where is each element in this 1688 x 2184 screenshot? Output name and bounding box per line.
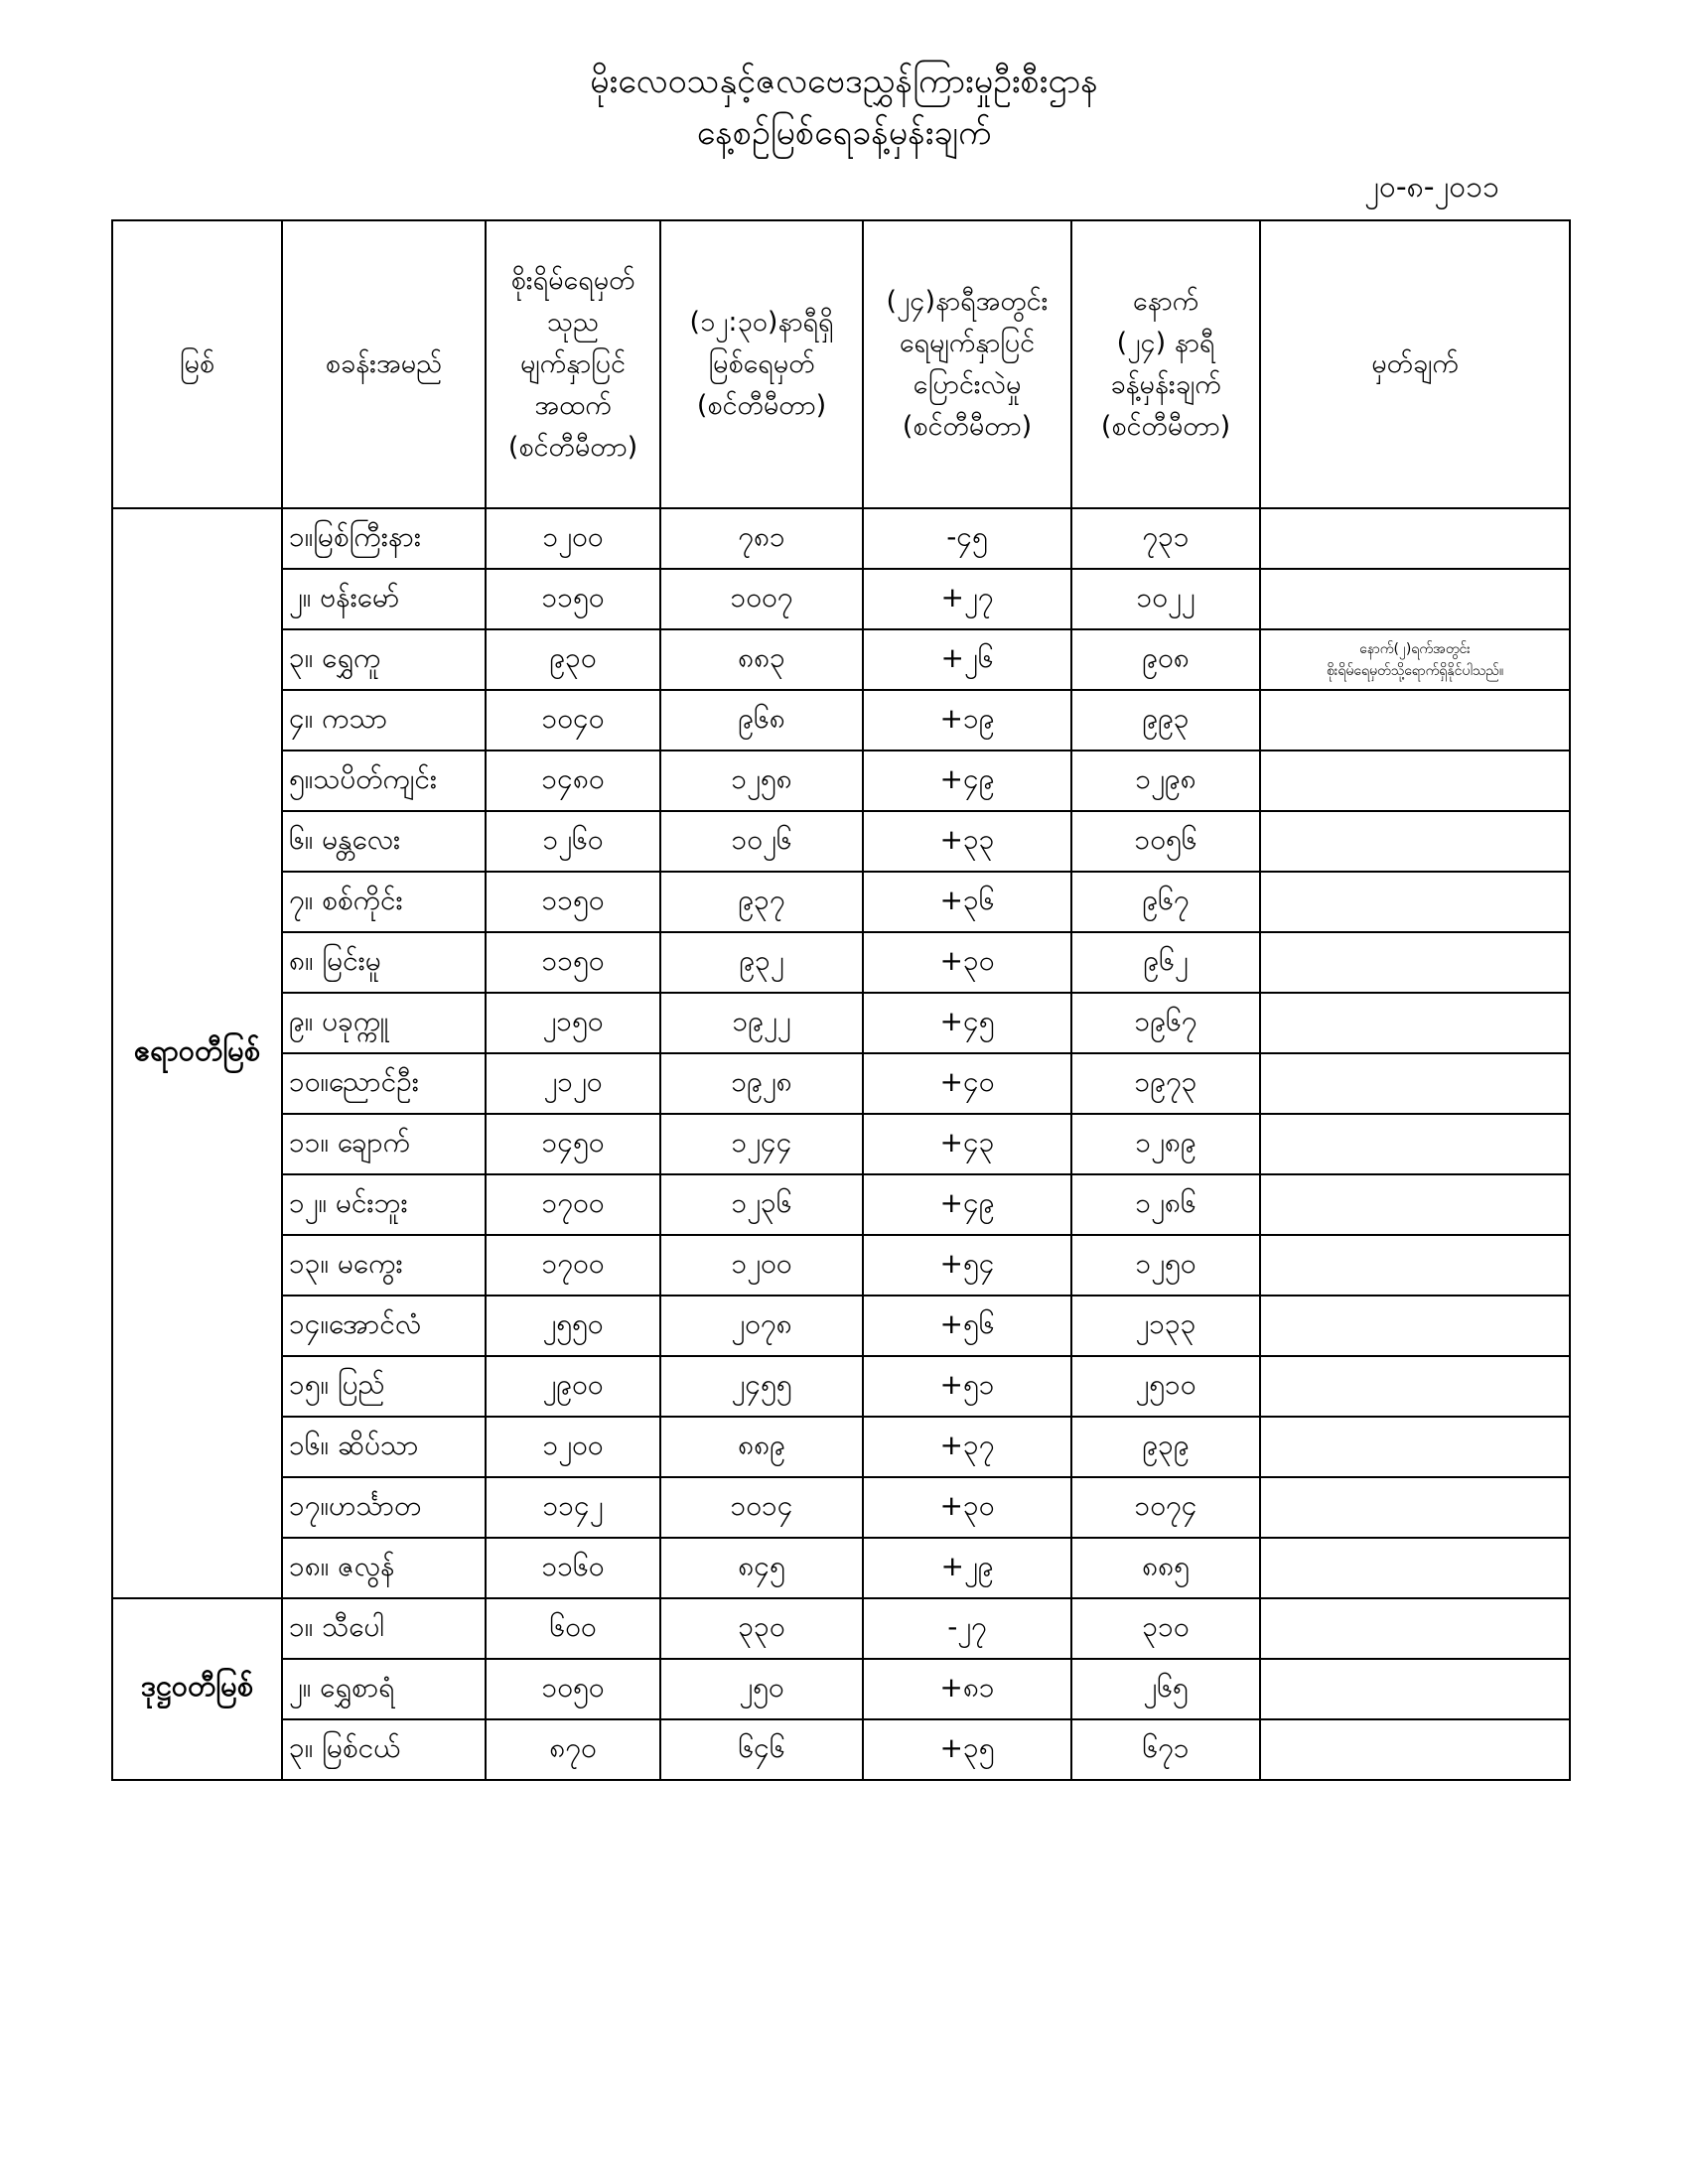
remark-cell <box>1260 1538 1570 1598</box>
water-level-cell: ၁၉၂၈ <box>660 1053 863 1114</box>
remark-cell <box>1260 872 1570 932</box>
header-line: (စင်တီမီတာ) <box>696 390 827 421</box>
remark-cell <box>1260 1659 1570 1719</box>
station-cell: ၈။ မြင်းမူ <box>282 932 486 993</box>
station-cell: ၁။မြစ်ကြီးနား <box>282 508 486 569</box>
remark-cell <box>1260 811 1570 872</box>
change-cell: +၁၉ <box>863 690 1071 751</box>
water-level-cell: ၁၀၀၇ <box>660 569 863 629</box>
station-cell: ၁၆။ ဆိပ်သာ <box>282 1417 486 1477</box>
water-level-cell: ၈၈၉ <box>660 1417 863 1477</box>
station-cell: ၁၇။ဟင်္သာတ <box>282 1477 486 1538</box>
water-level-cell: ၉၃၇ <box>660 872 863 932</box>
water-level-cell: ၁၂၀၀ <box>660 1235 863 1296</box>
remark-cell <box>1260 993 1570 1053</box>
remark-cell <box>1260 1719 1570 1780</box>
header-line: (၂၄) နာရီ <box>1116 328 1215 358</box>
remark-cell <box>1260 932 1570 993</box>
water-level-cell: ၂၄၅၅ <box>660 1356 863 1417</box>
danger-level-cell: ၁၁၆၀ <box>486 1538 660 1598</box>
forecast-cell: ၇၃၁ <box>1071 508 1260 569</box>
water-level-cell: ၉၆၈ <box>660 690 863 751</box>
station-cell: ၅။သပိတ်ကျင်း <box>282 751 486 811</box>
remark-cell <box>1260 629 1570 690</box>
forecast-cell: ၁၂၅၀ <box>1071 1235 1260 1296</box>
table-row <box>112 1477 1570 1538</box>
remark-cell <box>1260 1417 1570 1477</box>
table-row <box>112 1235 1570 1296</box>
table-row <box>112 932 1570 993</box>
station-cell: ၂။ ဗန်းမော် <box>282 569 486 629</box>
change-cell: +၅၁ <box>863 1356 1071 1417</box>
change-cell: +၂၉ <box>863 1538 1071 1598</box>
forecast-cell: ၁၉၇၃ <box>1071 1053 1260 1114</box>
river-forecast-table <box>111 219 1571 1781</box>
remark-cell <box>1260 1356 1570 1417</box>
station-cell: ၄။ ကသာ <box>282 690 486 751</box>
remark-cell <box>1260 1235 1570 1296</box>
header-line: မျက်နှာပြင် <box>519 348 627 379</box>
danger-level-cell: ၁၂၀၀ <box>486 508 660 569</box>
header-line: (စင်တီမီတာ) <box>507 432 638 463</box>
danger-level-cell: ၁၇၀၀ <box>486 1235 660 1296</box>
forecast-cell: ၉၃၉ <box>1071 1417 1260 1477</box>
table-row <box>112 629 1570 690</box>
danger-level-cell: ၉၃၀ <box>486 629 660 690</box>
station-cell: ၁၀။ညောင်ဦး <box>282 1053 486 1114</box>
danger-level-cell: ၁၀၅၀ <box>486 1659 660 1719</box>
header-line: (၁၂:၃၀)နာရီရှိ <box>689 307 834 338</box>
header-24h-forecast <box>1071 220 1260 508</box>
forecast-cell: ၃၁၀ <box>1071 1598 1260 1659</box>
danger-level-cell: ၁၄၅၀ <box>486 1114 660 1174</box>
river-name-cell: ဒုဋ္ဌဝတီမြစ် <box>112 1598 282 1780</box>
table-header-row <box>112 220 1570 508</box>
danger-level-cell: ၁၂၆၀ <box>486 811 660 872</box>
remark-line: နောက်(၂)ရက်အတွင်း <box>1359 640 1471 657</box>
forecast-cell: ၉၉၃ <box>1071 690 1260 751</box>
table-body <box>112 508 1570 1780</box>
river-name-cell: ဧရာဝတီမြစ် <box>112 508 282 1598</box>
water-level-cell: ၇၈၁ <box>660 508 863 569</box>
change-cell: +၃၅ <box>863 1719 1071 1780</box>
forecast-cell: ၉၆၇ <box>1071 872 1260 932</box>
remark-line: စိုးရိမ်ရေမှတ်သို့ရောက်ရှိနိုင်ပါသည်။ <box>1326 662 1504 679</box>
table-row <box>112 1114 1570 1174</box>
danger-level-cell: ၁၁၄၂ <box>486 1477 660 1538</box>
header-24h-change <box>863 220 1071 508</box>
table-row <box>112 1356 1570 1417</box>
remark-cell <box>1260 1477 1570 1538</box>
header-line: အထက် <box>534 390 612 421</box>
header-line: (စင်တီမီတာ) <box>902 411 1033 442</box>
change-cell: +၃၀ <box>863 932 1071 993</box>
station-cell: ၁၁။ ချောက် <box>282 1114 486 1174</box>
remark-cell <box>1260 1598 1570 1659</box>
change-cell: +၈၁ <box>863 1659 1071 1719</box>
table-row <box>112 872 1570 932</box>
table-row <box>112 1598 1570 1659</box>
change-cell: +၂၇ <box>863 569 1071 629</box>
header-line: ရေမျက်နှာပြင် <box>899 328 1036 358</box>
header-remarks <box>1260 220 1570 508</box>
water-level-cell: ၂၀၇၈ <box>660 1296 863 1356</box>
danger-level-cell: ၂၉၀၀ <box>486 1356 660 1417</box>
change-cell: +၃၃ <box>863 811 1071 872</box>
table-row <box>112 569 1570 629</box>
change-cell: +၅၄ <box>863 1235 1071 1296</box>
water-level-cell: ၈၄၅ <box>660 1538 863 1598</box>
document-title: မိုးလေဝသနှင့်ဇလဗေဒညွှန်ကြားမှုဦးစီးဌာန <box>590 62 1098 101</box>
change-cell: +၄၉ <box>863 751 1071 811</box>
forecast-cell: ၁၀၂၂ <box>1071 569 1260 629</box>
header-station <box>282 220 486 508</box>
header-line: စိုးရိမ်ရေမှတ် <box>510 265 635 296</box>
danger-level-cell: ၁၄၈၀ <box>486 751 660 811</box>
water-level-cell: ၁၂၄၄ <box>660 1114 863 1174</box>
station-cell: ၁၃။ မကွေး <box>282 1235 486 1296</box>
danger-level-cell: ၁၁၅၀ <box>486 872 660 932</box>
station-cell: ၇။ စစ်ကိုင်း <box>282 872 486 932</box>
danger-level-cell: ၂၅၅၀ <box>486 1296 660 1356</box>
table-row <box>112 993 1570 1053</box>
forecast-cell: ၁၀၇၄ <box>1071 1477 1260 1538</box>
water-level-cell: ၃၃၀ <box>660 1598 863 1659</box>
forecast-cell: ၆၇၁ <box>1071 1719 1260 1780</box>
header-line: ခန့်မှန်းချက် <box>1110 369 1221 400</box>
document-subtitle: နေ့စဉ်မြစ်ရေခန့်မှန်းချက် <box>696 113 992 153</box>
table-row <box>112 1053 1570 1114</box>
station-cell: ၃။ ရွှေကူ <box>282 629 486 690</box>
change-cell: +၂၆ <box>863 629 1071 690</box>
remark-cell <box>1260 569 1570 629</box>
forecast-cell: ၁၉၆၇ <box>1071 993 1260 1053</box>
change-cell: +၄၅ <box>863 993 1071 1053</box>
forecast-cell: ၉၀၈ <box>1071 629 1260 690</box>
danger-level-cell: ၁၀၄၀ <box>486 690 660 751</box>
station-cell: ၆။ မန္တလေး <box>282 811 486 872</box>
change-cell: +၄၀ <box>863 1053 1071 1114</box>
forecast-cell: ၂၆၅ <box>1071 1659 1260 1719</box>
water-level-cell: ၁၀၂၆ <box>660 811 863 872</box>
station-cell: ၉။ ပခုက္ကူ <box>282 993 486 1053</box>
station-cell: ၁၂။ မင်းဘူး <box>282 1174 486 1235</box>
danger-level-cell: ၁၁၅၀ <box>486 569 660 629</box>
change-cell: +၃၇ <box>863 1417 1071 1477</box>
table-row <box>112 811 1570 872</box>
header-line: နောက် <box>1132 286 1199 317</box>
remark-cell <box>1260 1174 1570 1235</box>
remark-cell <box>1260 508 1570 569</box>
water-level-cell: ၂၅၀ <box>660 1659 863 1719</box>
station-cell: ၁၅။ ပြည် <box>282 1356 486 1417</box>
change-cell: +၃၀ <box>863 1477 1071 1538</box>
water-level-cell: ၉၃၂ <box>660 932 863 993</box>
change-cell: +၄၃ <box>863 1114 1071 1174</box>
water-level-cell: ၁၂၅၈ <box>660 751 863 811</box>
change-cell: -၂၇ <box>863 1598 1071 1659</box>
water-level-cell: ၁၂၃၆ <box>660 1174 863 1235</box>
remark-cell <box>1260 751 1570 811</box>
danger-level-cell: ၁၇၀၀ <box>486 1174 660 1235</box>
danger-level-cell: ၈၇၀ <box>486 1719 660 1780</box>
station-cell: ၁။ သီပေါ <box>282 1598 486 1659</box>
remark-cell <box>1260 1053 1570 1114</box>
header-line: မြစ် <box>179 348 215 379</box>
header-line: (စင်တီမီတာ) <box>1100 411 1231 442</box>
document-date: ၂၀-၈-၂၀၁၁ <box>1364 170 1499 205</box>
water-level-cell: ၈၈၃ <box>660 629 863 690</box>
danger-level-cell: ၁၂၀၀ <box>486 1417 660 1477</box>
table-row <box>112 1417 1570 1477</box>
table-row <box>112 1296 1570 1356</box>
change-cell: +၅၆ <box>863 1296 1071 1356</box>
header-river <box>112 220 282 508</box>
header-line: သုည <box>546 307 600 338</box>
header-line: ပြောင်းလဲမှု <box>913 369 1022 400</box>
water-level-cell: ၁၀၁၄ <box>660 1477 863 1538</box>
table-row <box>112 751 1570 811</box>
change-cell: +၄၉ <box>863 1174 1071 1235</box>
danger-level-cell: ၆၀၀ <box>486 1598 660 1659</box>
station-cell: ၃။ မြစ်ငယ် <box>282 1719 486 1780</box>
header-line: (၂၄)နာရီအတွင်း <box>886 286 1049 317</box>
table-row <box>112 1719 1570 1780</box>
water-level-cell: ၁၉၂၂ <box>660 993 863 1053</box>
remark-cell <box>1260 1296 1570 1356</box>
change-cell: +၃၆ <box>863 872 1071 932</box>
header-line: မြစ်ရေမှတ် <box>708 348 815 379</box>
header-line: မှတ်ချက် <box>1371 348 1459 379</box>
header-water-level <box>660 220 863 508</box>
forecast-cell: ၉၆၂ <box>1071 932 1260 993</box>
water-level-cell: ၆၄၆ <box>660 1719 863 1780</box>
table-row <box>112 1538 1570 1598</box>
forecast-cell: ၂၁၃၃ <box>1071 1296 1260 1356</box>
danger-level-cell: ၂၁၂၀ <box>486 1053 660 1114</box>
danger-level-cell: ၂၁၅၀ <box>486 993 660 1053</box>
forecast-cell: ၁၀၅၆ <box>1071 811 1260 872</box>
table-row <box>112 508 1570 569</box>
forecast-cell: ၈၈၅ <box>1071 1538 1260 1598</box>
remark-cell <box>1260 1114 1570 1174</box>
forecast-cell: ၁၂၈၉ <box>1071 1114 1260 1174</box>
forecast-cell: ၁၂၈၆ <box>1071 1174 1260 1235</box>
table-row <box>112 690 1570 751</box>
change-cell: -၄၅ <box>863 508 1071 569</box>
header-line: စခန်းအမည် <box>325 348 443 379</box>
station-cell: ၁၈။ ဇလွန် <box>282 1538 486 1598</box>
table-row <box>112 1174 1570 1235</box>
danger-level-cell: ၁၁၅၀ <box>486 932 660 993</box>
station-cell: ၁၄။အောင်လံ <box>282 1296 486 1356</box>
station-cell: ၂။ ရွှေစာရံ <box>282 1659 486 1719</box>
forecast-cell: ၁၂၉၈ <box>1071 751 1260 811</box>
forecast-cell: ၂၅၁၀ <box>1071 1356 1260 1417</box>
header-danger-level <box>486 220 660 508</box>
remark-cell <box>1260 690 1570 751</box>
table-row <box>112 1659 1570 1719</box>
